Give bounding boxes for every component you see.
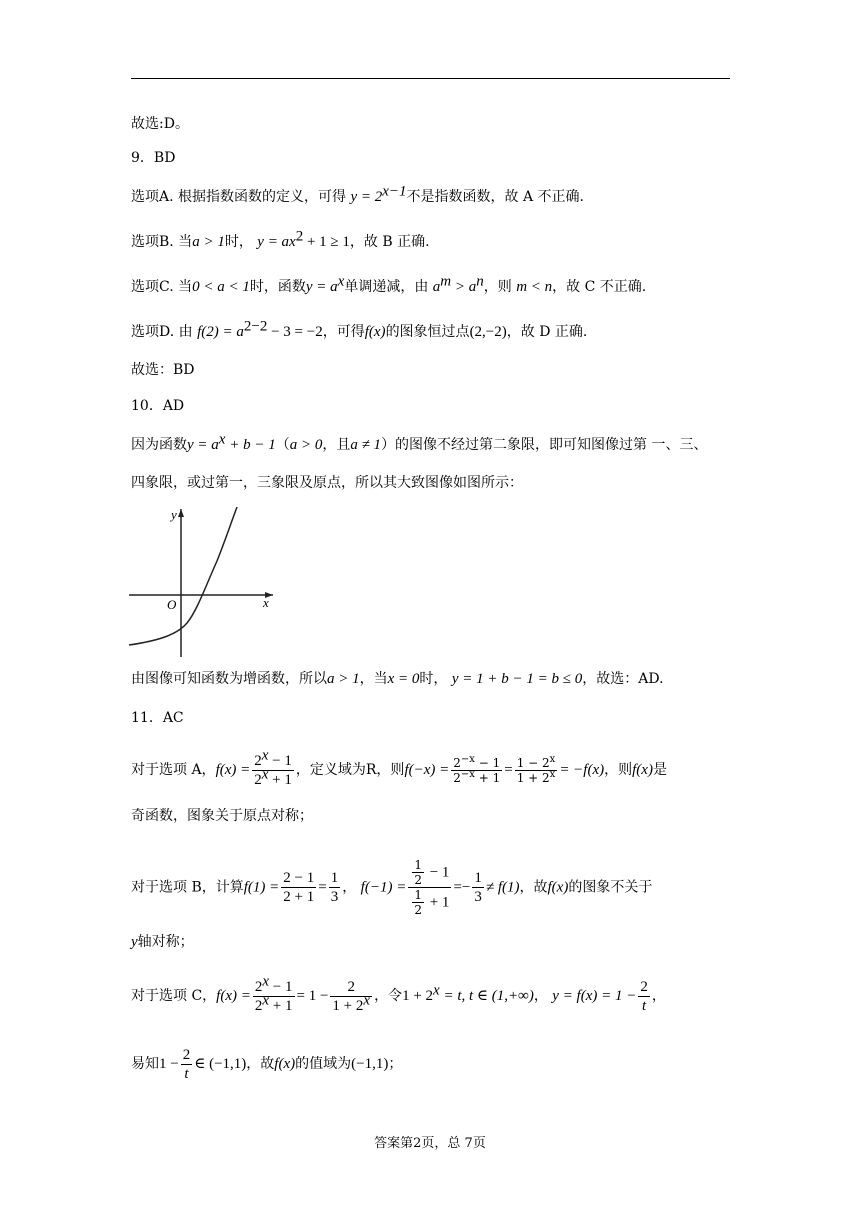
q11-option-a-line2: 奇函数，图象关于原点对称； <box>131 808 313 824</box>
q11-option-a: 对于选项 A，f(x) = $\frac{2^x - 1}{2^x + 1}$ ，定义域为R，则f(−x) = $\frac{2^{-x} - 1}{2^{-x} + 1}$ = $\frac{1 - 2^x}{1 + 2^x}$ = −f(x)，则f(x)是 <box>131 746 667 788</box>
header-rule <box>131 78 730 79</box>
q11-option-c: 对于选项 C，f(x) = $\frac{2^x - 1}{2^x + 1}$ = 1 − $\frac{2}{1 + 2^x}$ ，令$1 + 2^x = t$, t ∈ (1,+∞)， y = f(x) = 1 − $\frac{2}{t}$ ， <box>131 972 666 1014</box>
origin-label: O <box>167 597 177 612</box>
q10-line1: 因为函数$y = a^x + b - 1(a > 0$，且a ≠ 1）的图像不经过第二象限，即可知图像过第 一、三、 <box>131 431 708 453</box>
y-axis-label: y <box>171 507 177 522</box>
q11-option-b: 对于选项 B，计算f(1) = $\frac{2 - 1}{2 + 1}$ = $\frac{1}{3}$ ， f(−1) = $\frac{1}{2}$ − 1 $\frac{1}{2}$ + 1 =− $\frac{1}{3}$ ≠ f(1)，故f(x)的图象不关于 <box>131 858 653 917</box>
exponential-curve <box>129 507 237 645</box>
q11-heading: 11．AC <box>131 710 184 726</box>
q9-option-a: 选项A. 根据指数函数的定义，可得 $y = 2^{x-1}$不是指数函数，故 A 不正确. <box>131 183 584 205</box>
x-axis-label: x <box>263 595 269 610</box>
q9-heading: 9．BD <box>131 150 176 166</box>
q10-heading: 10．AD <box>131 398 185 414</box>
y-axis-arrow <box>178 509 184 517</box>
q10-line3: 由图像可知函数为增函数，所以a > 1，当x = 0时， y = 1 + b − 1 = b ≤ 0，故选：AD. <box>131 671 664 687</box>
page-footer: 答案第2页，总 7页 <box>374 1136 486 1151</box>
line-answer-d: 故选:D。 <box>131 116 189 132</box>
q11-option-c-line2: 易知1 − $\frac{2}{t}$ ∈ (−1,1)，故f(x)的值域为(−1,1)； <box>131 1046 403 1082</box>
q9-answer: 故选：BD <box>131 362 195 378</box>
exponential-graph <box>127 503 275 659</box>
q9-option-b: 选项B. 当a > 1时， $y = ax^2 + 1 \ge 1$，故 B 正确. <box>131 228 430 250</box>
q11-option-b-line2: y轴对称； <box>131 934 194 950</box>
q9-option-d: 选项D. 由 $f(2) = a^{2-2} - 3 = -2$，可得f(x)的图象恒过点(2,−2)，故 D 正确. <box>131 318 588 340</box>
q9-option-c: 选项C. 当0 < a < 1时，函数$y = a^x$单调递减，由 $a^m > a^n$，则 m < n，故 C 不正确. <box>131 273 647 295</box>
q10-line2: 四象限，或过第一，三象限及原点，所以其大致图像如图所示： <box>131 475 523 491</box>
